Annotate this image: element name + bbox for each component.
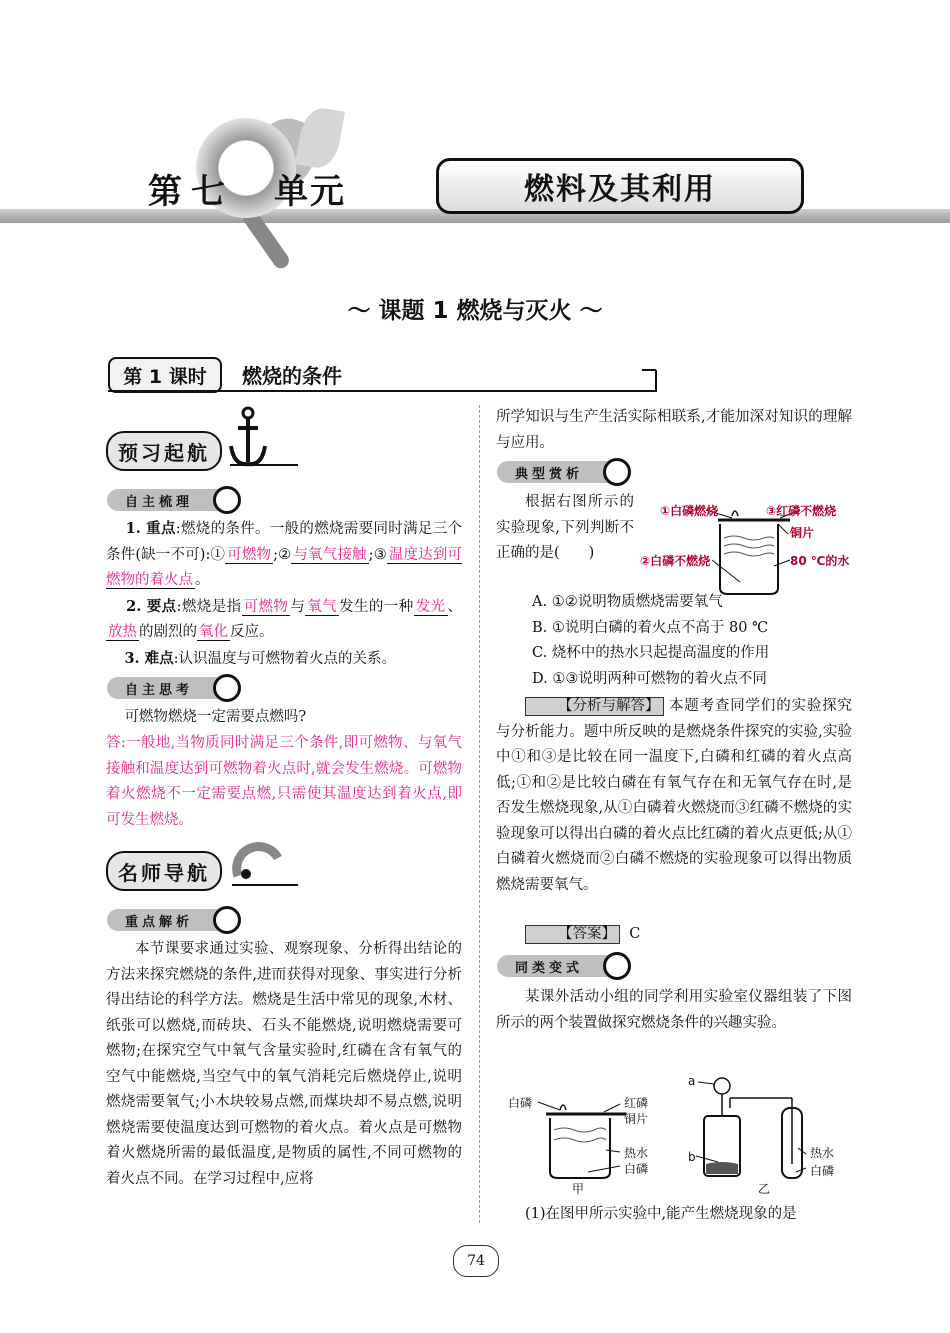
search-icon	[213, 906, 241, 934]
variant-question: 某课外活动小组的同学利用实验室仪器组装了下图所示的两个装置做探究燃烧条件的兴趣实验。	[496, 989, 852, 1031]
analysis-paragraph: 本节课要求通过实验、观察现象、分析得出结论的方法来探究燃烧的条件,进而获得对现象、事实进行分析得出结论的科学方法。燃烧是生活中常见的现象,木材、纸张可以燃烧,而砖块、石头不能燃烧,说明燃烧需要可燃物;在探究空气中氧气含量实验时,红磷在含有氧气的空气中能燃烧,当空气中的氧气消耗完后燃烧停止,说明燃烧需要氧气;小木块较易点燃,而煤块却不易点燃,说明燃烧需要使温度达到可燃物的着火点。着火点是可燃物着火燃烧所需的最低温度,是物质的属性,不同可燃物的着火点不同。在学习过程中,应将	[106, 941, 462, 1187]
experiment-figure-jia	[508, 1080, 668, 1198]
lesson-title: 〜 课题 1 燃烧与灭火 〜	[347, 298, 603, 324]
question: 可燃物燃烧一定需要点燃吗?	[124, 709, 307, 725]
analysis-answer: 【分析与解答】 本题考查同学们的实验探究与分析能力。题中所反映的是燃烧条件探究的实验,实验中①和③是比较在同一温度下,白磷和红磷的着火点高低;①和②是比较白磷在有氧气存在和无氧气存在时,是否发生燃烧现象,从①白磷着火燃烧而③红磷不燃烧的实验现象可以得出白磷的着火点比红磷的着火点更低;从①白磷着火燃烧而②白磷不燃烧的实验现象可以得出物质燃烧需要氧气。	[496, 698, 853, 893]
figure-label: 铜片	[624, 1112, 649, 1126]
unit-label-char: 第	[148, 172, 184, 212]
unit-label-number: 七	[191, 172, 227, 212]
subsection-label: 同类变式	[497, 955, 627, 977]
experiment-figure-yi	[682, 1068, 854, 1198]
divider	[642, 369, 656, 371]
figure-label: 白磷	[810, 1164, 835, 1178]
figure-caption: 甲	[572, 1182, 585, 1196]
figure-label: 红磷	[624, 1096, 649, 1110]
analysis-tag: 【分析与解答】	[525, 697, 664, 716]
figure-caption: 乙	[758, 1182, 771, 1196]
figure-label: 白磷	[508, 1096, 533, 1110]
sub-question: (1)在图甲所示实验中,能产生燃烧现象的是	[525, 1206, 797, 1222]
option-c: C. 烧杯中的热水只起提高温度的作用	[532, 645, 770, 661]
period-label: 第 1 课时	[108, 357, 222, 393]
option-a: A. ①②说明物质燃烧需要氧气	[532, 594, 723, 610]
figure-label: 80 ℃的水	[790, 554, 850, 568]
unit-title: 燃料及其利用	[436, 158, 804, 214]
figure-label: 铜片	[790, 526, 815, 540]
section-heading: 预习起航	[106, 431, 222, 471]
search-icon	[213, 674, 241, 702]
anchor-icon	[228, 406, 268, 470]
subsection-label: 典型赏析	[497, 461, 627, 483]
unit-label-char: 单元	[274, 172, 346, 212]
page-number: 74	[453, 1245, 499, 1277]
paragraph-continuation: 所学知识与生产生活实际相联系,才能加深对知识的理解与应用。	[496, 409, 852, 451]
subsection-label: 自主思考	[107, 677, 237, 699]
figure-label: ①白磷燃烧	[660, 504, 719, 518]
figure-label: b	[688, 1150, 696, 1164]
subsection-label: 重点解析	[107, 909, 237, 931]
divider	[108, 390, 656, 392]
figure-label: ②白磷不燃烧	[640, 554, 711, 568]
paragraph: 1. 重点:燃烧的条件。一般的燃烧需要同时满足三个条件(缺一不可):① 可燃物 ;② 与氧气接触 ;③ 温度达到可燃物的着火点 。 2. 要点:燃烧是指 可燃物 与 氧气 发生的一种 发光 、放热 的剧烈的 氧化 反应。 3. 难点:认识温度与可燃物着火点的关系。	[106, 520, 463, 667]
search-icon	[603, 458, 631, 486]
divider	[655, 370, 657, 392]
gauge-icon	[232, 838, 284, 890]
figure-label: 热水	[624, 1146, 649, 1160]
column-divider	[479, 405, 480, 1223]
section-heading: 名师导航	[106, 851, 222, 891]
leaf-decoration	[295, 105, 345, 171]
divider	[232, 884, 298, 886]
figure-label: ③红磷不燃烧	[766, 504, 837, 518]
figure-label: 热水	[810, 1146, 835, 1160]
figure-label: 白磷	[624, 1162, 649, 1176]
answer: 答:一般地,当物质同时满足三个条件,即可燃物、与氧气接触和温度达到可燃物着火点时,就会发生燃烧。可燃物着火燃烧不一定需要点燃,只需使其温度达到着火点,即可发生燃烧。	[106, 735, 462, 828]
period-name: 燃烧的条件	[242, 364, 342, 388]
divider	[230, 464, 298, 466]
question-stem: 根据右图所示的实验现象,下列判断不正确的是( )	[496, 494, 634, 561]
search-icon	[213, 486, 241, 514]
unit-label	[148, 164, 346, 213]
answer-tag: 【答案】	[525, 925, 620, 944]
experiment-figure	[640, 490, 855, 600]
figure-label: a	[688, 1074, 696, 1088]
option-b: B. ①说明白磷的着火点不高于 80 ℃	[532, 619, 769, 636]
option-list	[532, 590, 852, 692]
answer-line: 【答案】 C	[496, 922, 852, 948]
search-icon	[603, 952, 631, 980]
subsection-label: 自主梳理	[107, 489, 237, 511]
option-d: D. ①③说明两种可燃物的着火点不同	[532, 670, 767, 687]
